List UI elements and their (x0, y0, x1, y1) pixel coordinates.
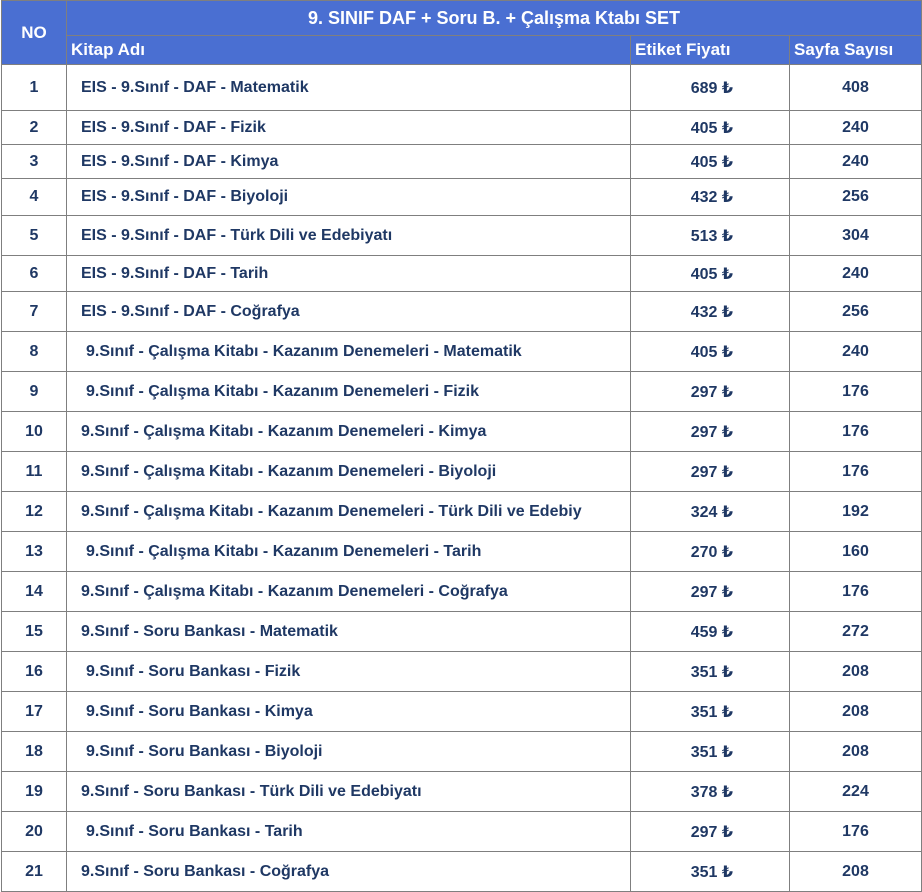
label-price: 432 ₺ (631, 292, 790, 332)
row-number: 12 (2, 492, 67, 532)
page-count: 176 (790, 812, 922, 852)
label-price: 432 ₺ (631, 179, 790, 216)
page-count: 224 (790, 772, 922, 812)
page-count: 208 (790, 652, 922, 692)
page-count: 176 (790, 452, 922, 492)
label-price: 351 ₺ (631, 692, 790, 732)
table-row (2, 179, 922, 216)
book-name: EIS - 9.Sınıf - DAF - Biyoloji (67, 179, 631, 216)
page-count: 256 (790, 179, 922, 216)
book-name: 9.Sınıf - Çalışma Kitabı - Kazanım Denemeleri - Biyoloji (67, 452, 631, 492)
label-price: 297 ₺ (631, 412, 790, 452)
page-count: 240 (790, 256, 922, 292)
table-row (2, 452, 922, 492)
book-name: EIS - 9.Sınıf - DAF - Tarih (67, 256, 631, 292)
table-row (2, 145, 922, 179)
row-number: 2 (2, 111, 67, 145)
label-price: 689 ₺ (631, 65, 790, 111)
table-row (2, 532, 922, 572)
page-count: 240 (790, 111, 922, 145)
row-number: 19 (2, 772, 67, 812)
label-price: 351 ₺ (631, 852, 790, 892)
row-number: 15 (2, 612, 67, 652)
row-number: 11 (2, 452, 67, 492)
book-name: 9.Sınıf - Çalışma Kitabı - Kazanım Denemeleri - Fizik (67, 372, 631, 412)
table-row (2, 111, 922, 145)
page-count: 160 (790, 532, 922, 572)
table-row (2, 732, 922, 772)
page-count: 240 (790, 145, 922, 179)
table-row (2, 692, 922, 732)
label-price: 405 ₺ (631, 256, 790, 292)
row-number: 7 (2, 292, 67, 332)
book-name: EIS - 9.Sınıf - DAF - Kimya (67, 145, 631, 179)
label-price: 405 ₺ (631, 332, 790, 372)
table-row (2, 492, 922, 532)
label-price: 351 ₺ (631, 732, 790, 772)
book-name: 9.Sınıf - Çalışma Kitabı - Kazanım Denemeleri - Tarih (67, 532, 631, 572)
book-name: 9.Sınıf - Çalışma Kitabı - Kazanım Denemeleri - Matematik (67, 332, 631, 372)
book-name: 9.Sınıf - Soru Bankası - Coğrafya (67, 852, 631, 892)
book-name: 9.Sınıf - Soru Bankası - Türk Dili ve Edebiyatı (67, 772, 631, 812)
label-price: 297 ₺ (631, 452, 790, 492)
row-number: 10 (2, 412, 67, 452)
page-count: 176 (790, 372, 922, 412)
row-number: 1 (2, 65, 67, 111)
row-number: 9 (2, 372, 67, 412)
book-name: 9.Sınıf - Soru Bankası - Kimya (67, 692, 631, 732)
label-price: 297 ₺ (631, 372, 790, 412)
page-count: 208 (790, 732, 922, 772)
row-number: 14 (2, 572, 67, 612)
label-price: 297 ₺ (631, 812, 790, 852)
book-name: 9.Sınıf - Soru Bankası - Tarih (67, 812, 631, 852)
book-name: EIS - 9.Sınıf - DAF - Fizik (67, 111, 631, 145)
page-count: 192 (790, 492, 922, 532)
label-price: 324 ₺ (631, 492, 790, 532)
table-row (2, 812, 922, 852)
row-number: 21 (2, 852, 67, 892)
label-price: 351 ₺ (631, 652, 790, 692)
book-name: EIS - 9.Sınıf - DAF - Matematik (67, 65, 631, 111)
row-number: 18 (2, 732, 67, 772)
page-count: 272 (790, 612, 922, 652)
page-count: 176 (790, 572, 922, 612)
label-price: 405 ₺ (631, 145, 790, 179)
book-name: 9.Sınıf - Çalışma Kitabı - Kazanım Denemeleri - Coğrafya (67, 572, 631, 612)
table-row (2, 612, 922, 652)
label-price: 405 ₺ (631, 111, 790, 145)
page-count: 256 (790, 292, 922, 332)
book-name: EIS - 9.Sınıf - DAF - Coğrafya (67, 292, 631, 332)
row-number: 3 (2, 145, 67, 179)
table-row (2, 412, 922, 452)
page-count: 208 (790, 852, 922, 892)
page-count: 408 (790, 65, 922, 111)
book-name: 9.Sınıf - Soru Bankası - Biyoloji (67, 732, 631, 772)
label-price: 513 ₺ (631, 216, 790, 256)
book-name-column-header: Kitap Adı (67, 36, 631, 65)
title-row (2, 1, 922, 36)
book-name: 9.Sınıf - Soru Bankası - Fizik (67, 652, 631, 692)
table-row (2, 292, 922, 332)
book-name: 9.Sınıf - Çalışma Kitabı - Kazanım Denemeleri - Kimya (67, 412, 631, 452)
row-number: 17 (2, 692, 67, 732)
page-count: 304 (790, 216, 922, 256)
table-row (2, 572, 922, 612)
label-price: 378 ₺ (631, 772, 790, 812)
page-count: 240 (790, 332, 922, 372)
row-number: 13 (2, 532, 67, 572)
book-name: 9.Sınıf - Çalışma Kitabı - Kazanım Denemeleri - Türk Dili ve Edebiy (67, 492, 631, 532)
column-header-row (2, 36, 922, 65)
label-price: 270 ₺ (631, 532, 790, 572)
table-row (2, 372, 922, 412)
label-price: 459 ₺ (631, 612, 790, 652)
table-row (2, 332, 922, 372)
table-row (2, 256, 922, 292)
row-number: 5 (2, 216, 67, 256)
row-number: 4 (2, 179, 67, 216)
table-row (2, 652, 922, 692)
table-row (2, 772, 922, 812)
row-number: 20 (2, 812, 67, 852)
table-row (2, 216, 922, 256)
table-row (2, 852, 922, 892)
page-count: 208 (790, 692, 922, 732)
price-table (1, 0, 922, 892)
price-column-header: Etiket Fiyatı (631, 36, 790, 65)
label-price: 297 ₺ (631, 572, 790, 612)
no-column-header: NO (2, 1, 67, 65)
row-number: 16 (2, 652, 67, 692)
page-count: 176 (790, 412, 922, 452)
row-number: 8 (2, 332, 67, 372)
book-name: 9.Sınıf - Soru Bankası - Matematik (67, 612, 631, 652)
table-row (2, 65, 922, 111)
set-title: 9. SINIF DAF + Soru B. + Çalışma Ktabı SET (67, 1, 922, 36)
page-count-column-header: Sayfa Sayısı (790, 36, 922, 65)
book-name: EIS - 9.Sınıf - DAF - Türk Dili ve Edebiyatı (67, 216, 631, 256)
row-number: 6 (2, 256, 67, 292)
